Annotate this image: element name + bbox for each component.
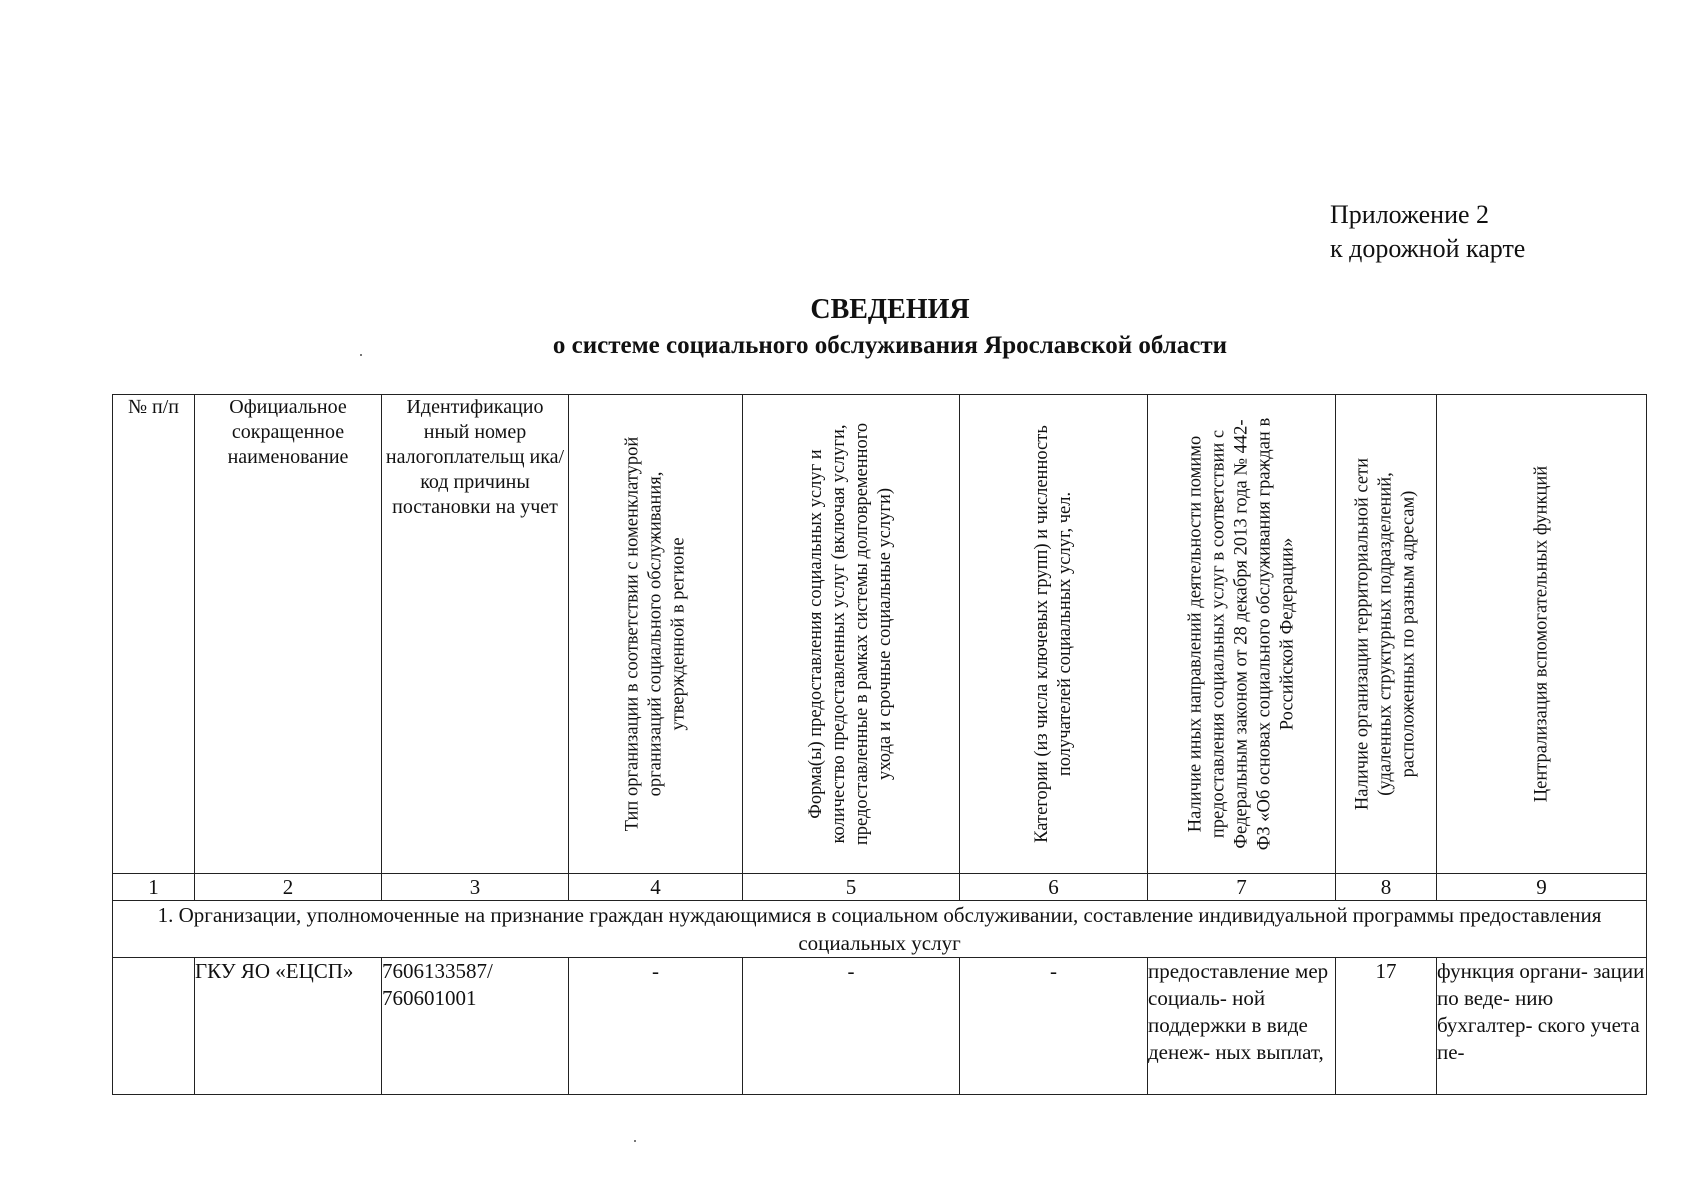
column-number-row xyxy=(113,874,1647,901)
document-subtitle: о системе социального обслуживания Ярославской области xyxy=(552,332,1228,359)
header-col-1: № п/п xyxy=(113,395,195,874)
header-col-5-text: Форма(ы) предоставления социальных услуг и количество предоставленных услуг (включая услуги, предоставленные в рамках системы долговременного ухода и срочные социальные услуги) xyxy=(806,422,895,846)
scan-speck xyxy=(360,354,362,356)
header-col-8 xyxy=(1336,395,1437,874)
column-number: 6 xyxy=(960,874,1148,901)
header-col-6 xyxy=(960,395,1148,874)
social-services-table xyxy=(112,394,1647,1095)
org-network: 17 xyxy=(1336,958,1437,1095)
org-forms: - xyxy=(743,958,960,1095)
table-row xyxy=(113,958,1647,1095)
header-col-9 xyxy=(1437,395,1647,874)
header-col-4-text: Тип организации в соответствии с номенклатурой организаций социального обслуживания, утвержденной в регионе xyxy=(622,436,688,832)
header-col-7 xyxy=(1148,395,1336,874)
column-number: 4 xyxy=(569,874,743,901)
header-col-3: Идентификацио нный номер налогоплательщ ика/ код причины постановки на учет xyxy=(382,395,569,874)
section-row xyxy=(113,901,1647,958)
header-col-5 xyxy=(743,395,960,874)
org-type: - xyxy=(569,958,743,1095)
header-col-9-text: Централизация вспомогательных функций xyxy=(1531,465,1551,803)
section-1-heading: 1. Организации, уполномоченные на признание граждан нуждающимися в социальном обслуживании, составление индивидуальной программы предоставления социальных услуг xyxy=(113,901,1647,958)
table-header-row xyxy=(113,395,1647,874)
header-col-4 xyxy=(569,395,743,874)
header-col-8-text: Наличие организации территориальной сети (удаленных структурных подразделений, расположенных по разным адресам) xyxy=(1352,457,1419,811)
column-number: 3 xyxy=(382,874,569,901)
scan-speck xyxy=(634,1140,636,1142)
org-other-activities: предоставление мер социаль- ной поддержки в виде денеж- ных выплат, xyxy=(1148,958,1336,1095)
header-col-2: Официальное сокращенное наименование xyxy=(195,395,382,874)
header-col-6-text: Категории (из числа ключевых групп) и численность получателей социальных услуг, чел. xyxy=(1031,425,1075,843)
column-number: 9 xyxy=(1437,874,1647,901)
header-col-7-text: Наличие иных направлений деятельности помимо предоставления социальных услуг в соответствии с Федеральным законом от 28 декабря 2013 года № 442-ФЗ «Об основах социального обслуживания граждан в Российской Федерации» xyxy=(1185,417,1297,851)
org-name: ГКУ ЯО «ЕЦСП» xyxy=(195,958,382,1095)
appendix-note xyxy=(1330,198,1525,266)
row-number xyxy=(113,958,195,1095)
column-number: 2 xyxy=(195,874,382,901)
document-title: СВЕДЕНИЯ xyxy=(810,294,970,325)
column-number: 8 xyxy=(1336,874,1437,901)
appendix-line-1: Приложение 2 xyxy=(1330,200,1490,229)
column-number: 7 xyxy=(1148,874,1336,901)
appendix-line-2: к дорожной карте xyxy=(1330,234,1526,263)
org-inn: 7606133587/ 760601001 xyxy=(382,958,569,1095)
org-categories: - xyxy=(960,958,1148,1095)
column-number: 5 xyxy=(743,874,960,901)
column-number: 1 xyxy=(113,874,195,901)
org-centralization: функция органи- зации по веде- нию бухгалтер- ского учета пе- xyxy=(1437,958,1647,1095)
